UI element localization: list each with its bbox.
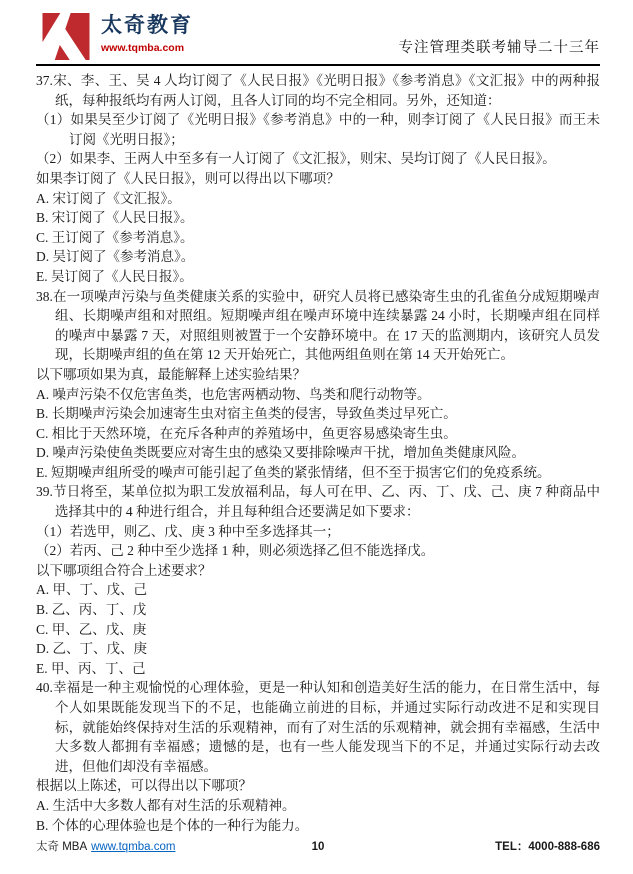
question-text: 在一项噪声污染与鱼类健康关系的实验中，研究人员将已感染寄生虫的孔雀鱼分成短期噪声组、长期噪声组和对照组。短期噪声组在噪声环境中连续暴露 24 小时，长期噪声组在同样的噪声中暴露 7 天，对照组则被置于一个安静环境中。在 17 天的监测期内，该研究人员发现，长期噪声组的鱼在第 12 天开始死亡，其他两组鱼则在第 14 天开始死亡。 — [52, 288, 600, 363]
page-header — [0, 0, 633, 60]
question-stem — [36, 71, 600, 110]
question-prompt: 以下哪项如果为真，最能解释上述实验结果？ — [36, 366, 306, 382]
option-line-a: A. 噪声污染不仅危害鱼类，也危害两栖动物、鸟类和爬行动物等。 — [36, 386, 431, 402]
taiqi-logo-icon — [40, 13, 92, 60]
option-line-d: D. 乙、丁、戊、庚 — [36, 641, 147, 657]
question-prompt: 如果李订阅了《人民日报》，则可以得出以下哪项？ — [36, 170, 340, 186]
question-clause-1: （1）如果吴至少订阅了《光明日报》《参考消息》中的一种，则李订阅了《人民日报》而王未订阅《光明日报》； — [36, 112, 600, 147]
option-line-d: D. 吴订阅了《参考消息》。 — [36, 249, 195, 265]
brand — [40, 13, 193, 60]
question-clause-1: （1）若选甲，则乙、戊、庚 3 种中至多选择其一； — [36, 523, 340, 539]
option-line-a: A. 生活中大多数人都有对生活的乐观精神。 — [36, 797, 296, 813]
question-number: 38. — [36, 288, 53, 304]
option-line-b: B. 个体的心理体验也是个体的一种行为能力。 — [36, 817, 309, 833]
option-line-c: C. 王订阅了《参考消息》。 — [36, 229, 194, 245]
option-line-a: A. 甲、丁、戊、己 — [36, 582, 147, 598]
option-line-e: E. 短期噪声组所受的噪声可能引起了鱼类的紧张情绪，但不至于损害它们的免疫系统。 — [36, 464, 551, 480]
question-stem — [36, 482, 600, 521]
question-prompt: 根据以上陈述，可以得出以下哪项？ — [36, 778, 252, 794]
header-tagline: 专注管理类联考辅导二十三年 — [398, 40, 600, 56]
question-39 — [36, 482, 600, 678]
option-line-b: B. 乙、丙、丁、戊 — [36, 602, 147, 618]
option-line-d: D. 噪声污染使鱼类既要应对寄生虫的感染又要排除噪声干扰，增加鱼类健康风险。 — [36, 445, 525, 461]
question-number: 37. — [36, 73, 53, 88]
footer-brand-text: 太奇 MBA — [36, 841, 88, 853]
option-line-b: B. 长期噪声污染会加速寄生虫对宿主鱼类的侵害，导致鱼类过早死亡。 — [36, 406, 457, 422]
question-text: 幸福是一种主观愉悦的心理体验，更是一种认知和创造美好生活的能力，在日常生活中，每个人如果既能发现当下的不足，也能确立前进的目标，并通过实际行动改进不足和实现目标，就能始终保持对生活的乐观精神，而有了对生活的乐观精神，就会拥有幸福感，生活中大多数人都拥有幸福感；遗憾的是，也有一些人能发现当下的不足，并通过实际行动去改进，但他们却没有幸福感。 — [52, 680, 600, 774]
question-number: 40. — [36, 680, 53, 696]
option-line-e: E. 吴订阅了《人民日报》。 — [36, 268, 193, 284]
brand-name: 太奇教育 — [101, 14, 193, 37]
page-footer — [36, 838, 600, 854]
question-37 — [36, 71, 600, 287]
question-38 — [36, 287, 600, 483]
option-line-a: A. 宋订阅了《文汇报》。 — [36, 190, 181, 206]
question-clause-2: （2）若丙、己 2 种中至少选择 1 种，则必须选择乙但不能选择戊。 — [36, 543, 435, 559]
question-40 — [36, 678, 600, 835]
footer-website-link[interactable]: www.tqmba.com — [91, 841, 176, 853]
question-prompt: 以下哪项组合符合上述要求？ — [36, 562, 212, 578]
question-stem — [36, 287, 600, 365]
question-text: 节日将至，某单位拟为职工发放福利品，每人可在甲、乙、丙、丁、戊、己、庚 7 种商品中选择其中的 4 种进行组合，并且每种组合还要满足如下要求： — [52, 484, 600, 520]
question-number: 39. — [36, 484, 53, 500]
question-text: 宋、李、王、吴 4 人均订阅了《人民日报》《光明日报》《参考消息》《文汇报》中的两种报纸，每种报纸均有两人订阅，且各人订同的均不完全相同。另外，还知道： — [52, 73, 600, 108]
option-line-b: B. 宋订阅了《人民日报》。 — [36, 210, 194, 226]
question-stem — [36, 678, 600, 776]
option-line-e: E. 甲、丙、丁、己 — [36, 660, 146, 676]
page-number: 10 — [311, 841, 325, 853]
brand-url: www.tqmba.com — [101, 42, 185, 54]
option-line-c: C. 甲、乙、戊、庚 — [36, 621, 147, 637]
option-line-c: C. 相比于天然环境，在充斥各种声的养殖场中，鱼更容易感染寄生虫。 — [36, 425, 457, 441]
question-clause-2: （2）如果李、王两人中至多有一人订阅了《文汇报》，则宋、吴均订阅了《人民日报》。 — [36, 151, 556, 167]
brand-text — [101, 13, 193, 54]
footer-brand — [36, 838, 288, 854]
footer-tel: TEL：4000-888-686 — [495, 841, 600, 853]
questions-area — [0, 66, 633, 835]
